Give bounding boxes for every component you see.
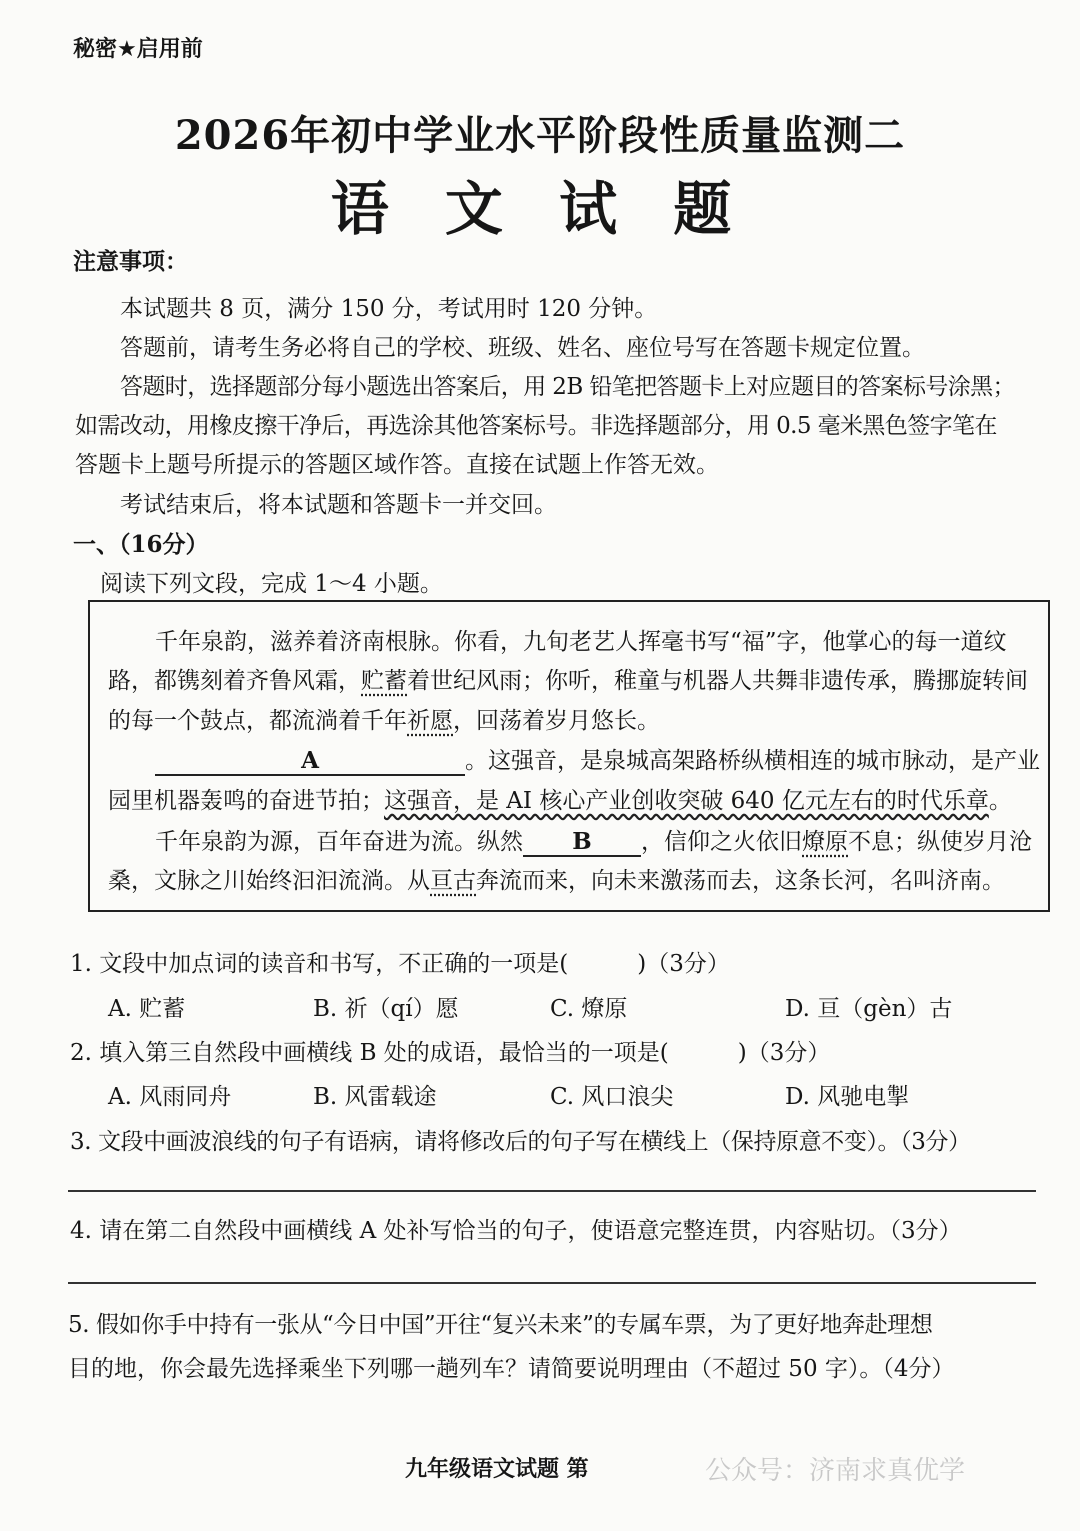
dotted-word: 燎原 xyxy=(802,829,848,855)
question-4: 4. 请在第二自然段中画横线 A 处补写恰当的句子，使语意完整连贯，内容贴切。（3分） xyxy=(70,1218,962,1244)
note-line: 答题卡上题号所提示的答题区域作答。直接在试题上作答无效。 xyxy=(75,452,719,478)
passage-line: 桑，文脉之川始终汩汩流淌。从亘古奔流而来，向未来激荡而去，这条长河，名叫济南。 xyxy=(108,868,1005,894)
passage-line: 路，都镌刻着齐鲁风霜，贮蓄着世纪风雨；你听，稚童与机器人共舞非遗传承，腾挪旋转间 xyxy=(108,668,1028,694)
q1-option-c: C. 燎原 xyxy=(550,996,628,1022)
note-line: 答题前，请考生务必将自己的学校、班级、姓名、座位号写在答题卡规定位置。 xyxy=(120,335,925,361)
question-5-line: 5. 假如你手中持有一张从“今日中国”开往“复兴未来”的专属车票，为了更好地奔赴理想 xyxy=(68,1312,933,1338)
q1-option-b: B. 祈（qí）愿 xyxy=(313,996,459,1022)
passage-line: 的每一个鼓点，都流淌着千年祈愿，回荡着岁月悠长。 xyxy=(108,708,660,734)
question-1: 1. 文段中加点词的读音和书写，不正确的一项是( )（3分） xyxy=(70,951,730,977)
dotted-word: 亘古 xyxy=(430,868,476,894)
page-footer: 九年级语文试题 第 xyxy=(405,1456,589,1482)
note-line: 考试结束后，将本试题和答题卡一并交回。 xyxy=(120,492,557,518)
subject-title: 语 文 试 题 xyxy=(330,175,750,243)
wavy-sentence: 这强音，是 AI 核心产业创收突破 640 亿元左右的时代乐章 xyxy=(384,788,989,814)
note-line: 答题时，选择题部分每小题选出答案后，用 2B 铅笔把答题卡上对应题目的答案标号涂黑； xyxy=(120,374,1015,400)
passage-line: 园里机器轰鸣的奋进节拍；这强音，是 AI 核心产业创收突破 640 亿元左右的时代乐章。 xyxy=(108,788,1012,814)
q2-option-a: A. 风雨同舟 xyxy=(108,1084,232,1110)
blank-b: B xyxy=(523,828,641,857)
exam-title: 2026年初中学业水平阶段性质量监测二 xyxy=(174,112,906,159)
watermark: 公众号：济南求真优学 xyxy=(705,1456,966,1486)
passage-line: 千年泉韵为源，百年奋进为流。纵然 B ，信仰之火依旧燎原不息；纵使岁月沧 xyxy=(155,828,1032,855)
q2-option-b: B. 风雷载途 xyxy=(313,1084,437,1110)
q1-option-d: D. 亘（gèn）古 xyxy=(785,996,953,1022)
passage-line: 千年泉韵，滋养着济南根脉。你看，九旬老艺人挥毫书写“福”字，他掌心的每一道纹 xyxy=(155,629,1007,655)
question-5-line: 目的地，你会最先选择乘坐下列哪一趟列车？请简要说明理由（不超过 50 字）。（4分） xyxy=(68,1356,955,1382)
question-3: 3. 文段中画波浪线的句子有语病，请将修改后的句子写在横线上（保持原意不变）。（3分） xyxy=(70,1129,971,1155)
section-heading: 一、（16分） xyxy=(73,531,209,558)
q1-option-a: A. 贮蓄 xyxy=(108,996,186,1022)
blank-a: A xyxy=(155,747,465,776)
q2-option-d: D. 风驰电掣 xyxy=(785,1084,910,1110)
passage-line: A 。这强音，是泉城高架路桥纵横相连的城市脉动，是产业 xyxy=(155,742,1040,776)
section-instruction: 阅读下列文段，完成 1～4 小题。 xyxy=(100,571,443,597)
note-line: 本试题共 8 页，满分 150 分，考试用时 120 分钟。 xyxy=(120,296,658,322)
q2-option-c: C. 风口浪尖 xyxy=(550,1084,674,1110)
answer-line-q4 xyxy=(68,1282,1036,1284)
answer-line-q3 xyxy=(68,1190,1036,1192)
notes-heading: 注意事项： xyxy=(73,248,188,275)
dotted-word: 祈愿 xyxy=(407,708,453,734)
note-line: 如需改动，用橡皮擦干净后，再选涂其他答案标号。非选择题部分，用 0.5 毫米黑色签字笔在 xyxy=(75,413,997,439)
question-2: 2. 填入第三自然段中画横线 B 处的成语，最恰当的一项是( )（3分） xyxy=(70,1040,831,1066)
confidential-label: 秘密★启用前 xyxy=(73,37,203,62)
dotted-word: 贮蓄 xyxy=(361,668,407,694)
